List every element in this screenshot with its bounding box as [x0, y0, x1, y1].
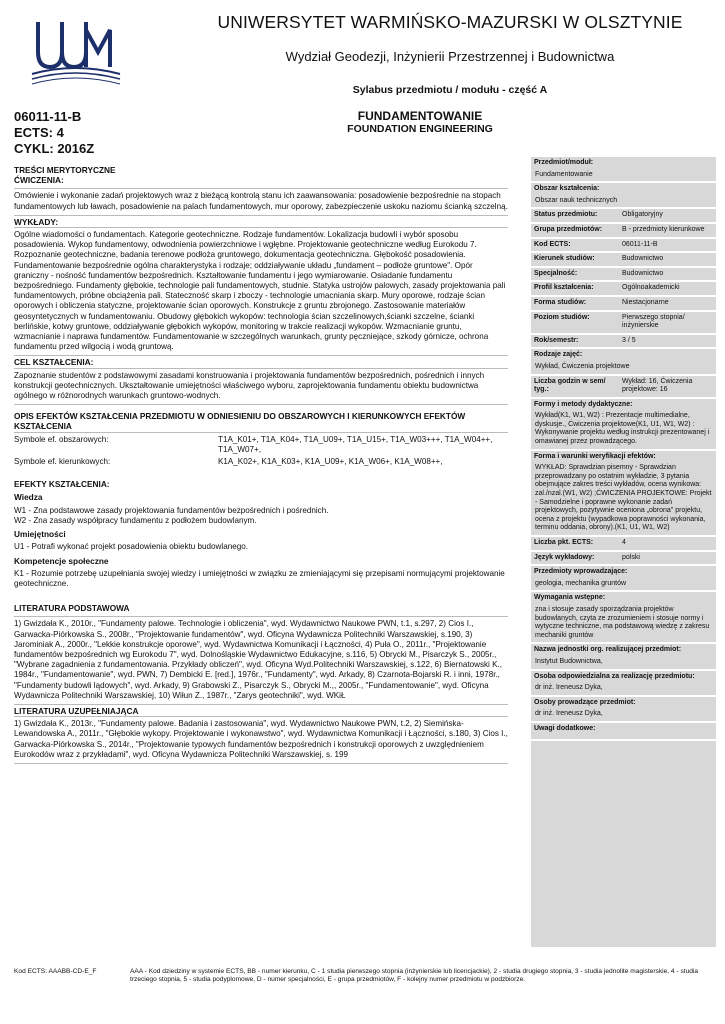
sidebar-field-value: Obszar nauk technicznych	[535, 196, 618, 204]
sidebar-field-value: 06011-11-B	[622, 240, 658, 248]
lectures-heading: WYKŁADY:	[14, 216, 59, 227]
sidebar-field-value: Wykład, Ćwiczenia projektowe	[535, 362, 630, 370]
sidebar-field-label: Przedmiot/moduł:	[534, 159, 594, 166]
course-titles	[240, 109, 600, 136]
course-code: 06011-11-B	[14, 109, 82, 124]
sidebar-field-value: polski	[622, 553, 640, 561]
sidebar-field-value: Fundamentowanie	[535, 170, 593, 178]
objective-text: Zapoznanie studentów z podstawowymi zasadami konstruowania i projektowania fundamentów bezpośrednich, pośrednich i innych konstrukcji geotechnicznych. Ukształtowanie umiejętności właściwego wyboru, zaprojektowania fundamentu obiektu budownictwa ogólnego w różnorodnych warunkach gruntowo-wodnych.	[14, 368, 508, 406]
course-title-en: FOUNDATION ENGINEERING	[347, 123, 493, 135]
sidebar-field-label: Profil kształcenia:	[534, 284, 594, 292]
basic-literature-heading: LITERATURA PODSTAWOWA	[14, 603, 130, 614]
sidebar-field	[531, 157, 716, 183]
sidebar-field-value: Budownictwo	[622, 269, 664, 277]
sidebar-field-label: Rok/semestr:	[534, 336, 579, 344]
sidebar-field	[531, 209, 716, 224]
sidebar-field-label: Obszar kształcenia:	[534, 185, 600, 193]
footer-ects-code: Kod ECTS: AAABB-CD-E_F	[14, 968, 97, 975]
sidebar-field-value: B - przedmioty kierunkowe	[622, 225, 705, 233]
sidebar-field-value: dr inż. Ireneusz Dyka,	[535, 684, 603, 692]
sidebar-field	[531, 183, 716, 209]
sidebar-field-value: dr inż. Ireneusz Dyka,	[535, 710, 603, 718]
sidebar-field	[531, 282, 716, 297]
footer-legend: AAA - Kod dziedziny w systemie ECTS, BB - numer kierunku, C - 1 studia pierwszego stopnia (inżynierskie lub licencjackie), 2 - studia drugiego stopnia, 3 - studia jednolite magisterskie, 4 - studia trzeciego stopnia, 5 - studia podyplomowe, D - numer specjalności, E - grupa przedmiotów, F - kolejny numer przedmiotu w podzbiorze.	[130, 968, 699, 983]
sidebar-field	[531, 312, 716, 335]
sidebar-field-value: Niestacjonarne	[622, 298, 669, 306]
sidebar-field	[531, 268, 716, 283]
field-symbols-row	[14, 455, 508, 467]
course-identifiers	[14, 109, 94, 157]
course-info-sidebar	[531, 157, 716, 947]
sidebar-field	[531, 297, 716, 312]
exercises-heading: ĆWICZENIA:	[14, 175, 64, 186]
lectures-text: Ogólne wiadomości o fundamentach. Kategorie geotechniczne. Rodzaje fundamentów. Lokalizacja budowli i wybór sposobu posadowienia. Wykop fundamentowy, odwodnienia powierzchniowe i wgłębne. Projektowanie geotechniczne według Eurokodu 7. Rozpoznanie geotechniczne, badania terenowe podłoża gruntowego, dokumentacja geotechniczna. Głębokość posadowienia. Fundamentowanie bezpośrednie ogólna charakterystyka i rodzaje; oddziaływanie układu „fundament – podłoże gruntowe". Opór graniczny - nośność fundamentów bezpośrednich. Kształtowanie fundamentu i jego wymiarowanie. Osiadanie fundamentu bezpośredniego. Fundamenty głębokie, technologie pali fundamentowych, studnie. Statyka ustrojów palowych, zasady projektowania pali fundamentowych, próbne obciążenia pali. Stateczność skarp i zboczy - technologie umacniania skarp. Mury oporowe, rodzaje ścian oporowych i obliczenia statyczne, projektowanie ścian oporowych. Konstrukcje z gruntu zbrojonego. Zastosowanie materiałów geosyntetycznych w fundamentowaniu. Obudowy głębokich wykopów: technologia ścian szczelinowych,ścianki szczelne, ścianki berlińskie, kotwy gruntowe, oddziaływanie głębokich wykopów, monitoring w trakcie realizacji wykopów. Wzmacnianie gruntu, wzmacnianie i naprawa fundamentów. Fundamentowanie w szczególnych warunkach, grunty pęczniejące, szkody górnicze, ochrona fundamentu przed wilgocią i wodą gruntową.	[14, 227, 508, 356]
sidebar-field-label: Przedmioty wprowadzające:	[534, 568, 628, 576]
competences-heading: Kompetencje społeczne	[14, 555, 109, 566]
sidebar-field-value: Instytut Budownictwa,	[535, 657, 603, 665]
sidebar-field	[531, 349, 716, 375]
sidebar-field	[531, 399, 716, 451]
syllabus-title: Sylabus przedmiotu / modułu - część A	[352, 84, 548, 96]
sidebar-field	[531, 376, 716, 399]
sidebar-field	[531, 723, 716, 741]
content-heading: TREŚCI MERYTORYCZNE	[14, 165, 116, 175]
outcomes-heading: EFEKTY KSZTAŁCENIA:	[14, 479, 110, 490]
sidebar-field	[531, 451, 716, 537]
sidebar-field-label: Specjalność:	[534, 269, 578, 277]
sidebar-field-label: Liczba pkt. ECTS:	[534, 539, 594, 546]
university-name: UNIWERSYTET WARMIŃSKO-MAZURSKI W OLSZTYNIE	[217, 12, 683, 32]
area-symbols-label: Symbole ef. obszarowych:	[14, 434, 109, 444]
university-logo	[28, 12, 123, 87]
sidebar-field-value: zna i stosuje zasady sporządzania projektów budowlanych, czyta ze zrozumieniem i stosuje normy i wytyczne techniczne, ma podstawową wiedzę z zakresu mechaniki gruntów	[535, 605, 710, 639]
field-symbols-label: Symbole ef. kierunkowych:	[14, 457, 111, 467]
sidebar-field-label: Liczba godzin w sem/ tyg.:	[534, 377, 606, 394]
exercises-text: Omówienie i wykonanie zadań projektowych wraz z bieżącą kontrolą stanu ich zaawansowania: posadowienie bezpośrednie na stopach fundamentowych lub ławach, posadowienie na palach fundamentowych, mur oporowy, zabezpieczenie uskoku naziomu ścianką szczelną.	[14, 188, 508, 215]
sidebar-field-label: Kierunek studiów:	[534, 255, 595, 263]
basic-literature-text: 1) Gwizdała K., 2010r., "Fundamenty palowe. Technologie i obliczenia", wyd. Wydawnictwo Naukowe PWN, t.1, s.297, 2) Cios I., Garwacka-Piórkowska S., 2008r., "Projektowanie fundamentów", wyd. Oficyna Wydawnicza Politechniki Warszawskiej, s.190, 3) Jarominiak A., 2000r., "Lekkie konstrukcje oporowe", wyd. Wydawnictwa Komunikacji i Łączności, 4) Puła O., 2011r., "Projektowanie fundamentów bezpośrednich wg Eurokodu 7", wyd. Dolnośląskie Wydawnictwo Edukacyjne, s.116, 5) Obrycki M., Pisarczyk S., 2005r., "Wybrane zagadnienia z fundamentowania. Przykłady obliczeń", wyd. Oficyna Wyd.Politechniki Warszawskiej, s.122, 6) Biernatowski K., 1984r., "Fundamentowanie", wyd. PWN, 7) Dembicki E. [red.], 1976r., "Fundamenty", wyd. Arkady, 8) Czarnota-Bojarski R. i inni, 1978r., "Fundamenty budowli lądowych", wyd. Arkady, 9) Grabowski Z., Pisarczyk S., Obrycki M.,, 2005r., "Fundamentowanie", wyd. Oficyna Wydawnicza Politechniki Warszawskiej, 10) Wiłun Z., 1987r., "Zarys geotechniki", wyd. WKiŁ	[14, 616, 508, 705]
outcomes-mapping-heading: OPIS EFEKTÓW KSZTAŁCENIA PRZEDMIOTU W ODNIESIENIU DO OBSZAROWYCH I KIERUNKOWYCH EFEKTÓW KSZTAŁCENIA	[14, 411, 466, 432]
sidebar-field-value: WYKŁAD: Sprawdzian pisemny - Sprawdzian przeprowadzany po ostatnim wykładzie, 3 pytania obejmujące zakres treści wykładów, ocena wynikowa: zal./nzal.(W1, W2) ;ĆWICZENIA PROJEKTOWE: Projekt - Samodzielne i poprawne wykonanie zadań projektowych, pozytywnie oceniona „obrona" projektu, ocena z projektu (wypadkowa poprawności wykonania, terminu oddania, obrony).(K1, U1, W1, W2)	[535, 464, 712, 532]
sidebar-field-value: 3 / 5	[622, 336, 636, 344]
course-cycle: CYKL: 2016Z	[14, 141, 95, 156]
outcome-k1: K1 - Rozumie potrzebę uzupełniania swojej wiedzy i umiejętności w związku ze zmieniającymi się przepisami normującymi projektowanie geotechniczne.	[14, 568, 505, 588]
sidebar-field-value: Wykład: 16, Ćwiczenia projektowe: 16	[622, 377, 693, 394]
knowledge-heading: Wiedza	[14, 492, 43, 503]
sidebar-field-label: Status przedmiotu:	[534, 211, 598, 219]
sidebar-field	[531, 552, 716, 567]
course-title-pl: FUNDAMENTOWANIE	[357, 109, 483, 123]
outcome-w2: W2 - Zna zasady współpracy fundamentu z podłożem budowlanym.	[14, 515, 257, 525]
sidebar-field	[531, 239, 716, 254]
outcome-u1: U1 - Potrafi wykonać projekt posadowienia obiektu budowlanego.	[14, 542, 248, 552]
sidebar-field-label: Osoby prowadzące przedmiot:	[534, 698, 636, 706]
sidebar-field-label: Formy i metody dydaktyczne:	[534, 400, 633, 408]
sidebar-field-value: Pierwszego stopnia/ inżynierskie	[622, 313, 685, 330]
faculty-name: Wydział Geodezji, Inżynierii Przestrzennej i Budownictwa	[285, 49, 615, 64]
outcome-w1: W1 - Zna podstawowe zasady projektowania fundamentów bezpośrednich i pośrednich.	[14, 505, 329, 515]
sidebar-field-label: Wymagania wstępne:	[534, 594, 606, 602]
sidebar-field-value: 4	[622, 539, 626, 546]
sidebar-field-label: Uwagi dodatkowe:	[534, 724, 596, 732]
field-symbols-value: K1A_K02+, K1A_K03+, K1A_U09+, K1A_W06+, K1A_W08++,	[218, 457, 443, 467]
skills-heading: Umiejętności	[14, 529, 66, 540]
course-ects: ECTS: 4	[14, 125, 64, 140]
sidebar-field-value: Obligatoryjny	[622, 211, 663, 219]
sidebar-field	[531, 224, 716, 239]
sidebar-field-label: Nazwa jednostki org. realizującej przedmiot:	[534, 646, 682, 654]
sidebar-field-label: Osoba odpowiedzialna za realizację przedmiotu:	[534, 672, 695, 680]
sidebar-field	[531, 644, 716, 670]
supplementary-literature-heading: LITERATURA UZUPEŁNIAJĄCA	[14, 705, 139, 716]
sidebar-field	[531, 253, 716, 268]
sidebar-field-label: Kod ECTS:	[534, 240, 571, 248]
sidebar-field	[531, 566, 716, 592]
sidebar-field	[531, 697, 716, 723]
sidebar-field	[531, 671, 716, 697]
sidebar-field-value: Ogólnoakademicki	[622, 284, 680, 292]
sidebar-field-value: Wykład(K1, W1, W2) : Prezentacje multimedialne, dyskusje., Ćwiczenia projektowe(K1, U1, W1, W2) : Wykonywanie projektu według instrukcji prezentowanej i omawianej przez prowadzącego.	[535, 412, 710, 446]
sidebar-field	[531, 537, 716, 552]
sidebar-field	[531, 592, 716, 644]
sidebar-field-value: geologia, mechanika gruntów	[535, 579, 627, 587]
sidebar-field-value: Budownictwo	[622, 255, 664, 263]
sidebar-field-label: Rodzaje zajęć:	[534, 351, 583, 359]
objective-heading: CEL KSZTAŁCENIA:	[14, 357, 94, 368]
sidebar-field-label: Poziom studiów:	[534, 313, 590, 321]
supplementary-literature-text: 1) Gwizdała K., 2013r., "Fundamenty palowe. Badania i zastosowania", wyd. Wydawnictwo Naukowe PWN, t.2, 2) Siemińska-Lewandowska A., 2011r., "Głębokie wykopy. Projektowanie i wykonawstwo", wyd. Wydawnictwa Komunikacji i Łączności, s.180, 3) Cios I., Garwacka-Piórkowska S., 2014r., "Projektowanie typowych fundamentów bezpośrednich i konstrukcji oporowych z uwzględnieniem Eurokodów wraz z przykładami", wyd. Oficyna Wydawnicza Politechniki Warszawskiej, s. 199	[14, 716, 508, 764]
area-symbols-row	[14, 432, 508, 455]
syllabus-content	[14, 165, 508, 764]
sidebar-field-label: Forma i warunki weryfikacji efektów:	[534, 452, 656, 460]
sidebar-field-label: Grupa przedmiotów:	[534, 225, 603, 233]
sidebar-field-label: Forma studiów:	[534, 298, 587, 306]
sidebar-field	[531, 335, 716, 350]
sidebar-field-label: Język wykładowy:	[534, 553, 595, 561]
area-symbols-value: T1A_K01+, T1A_K04+, T1A_U09+, T1A_U15+, T1A_W03+++, T1A_W04++, T1A_W07+,	[218, 434, 493, 454]
sidebar-field-value	[534, 734, 713, 737]
